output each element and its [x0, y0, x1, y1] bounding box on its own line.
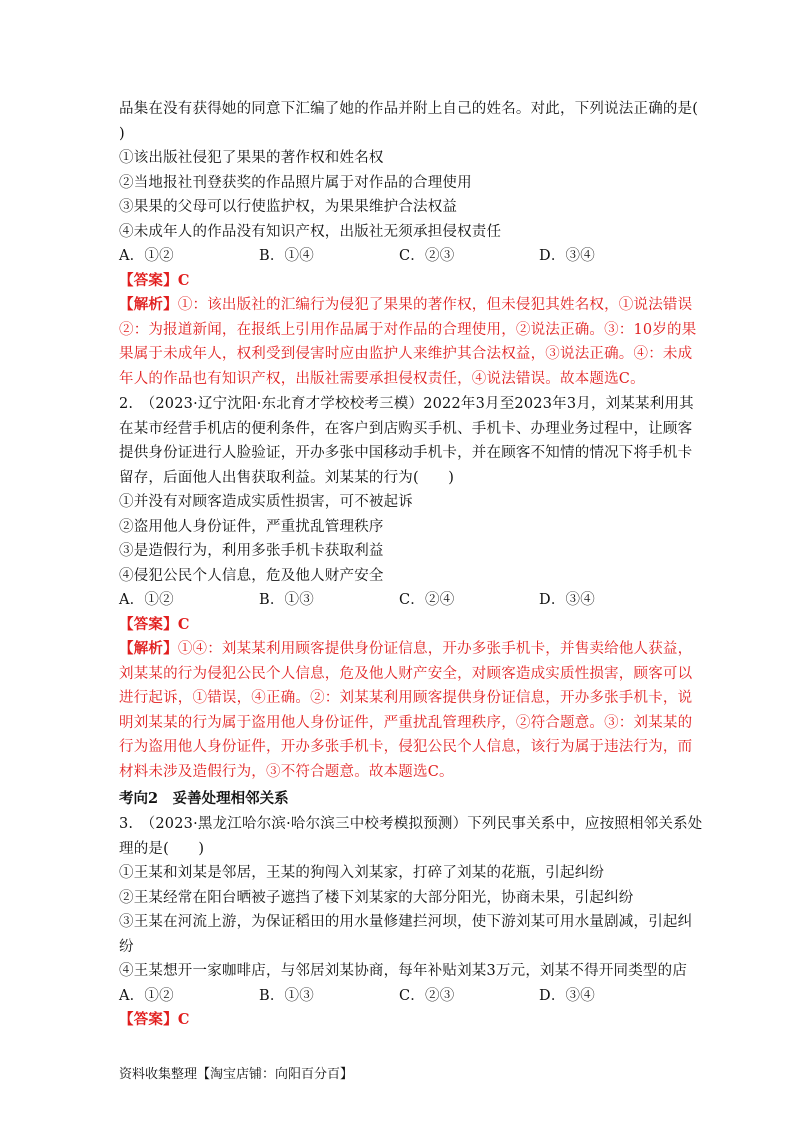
- analysis-line: 行为盗用他人身份证件，开办多张手机卡，侵犯公民个人信息，该行为属于违法行为，而: [119, 739, 693, 755]
- answer-value: C: [177, 271, 190, 289]
- statement-line: ①王某和刘某是邻居，王某的狗闯入刘某家，打碎了刘某的花瓶，引起纠纷: [119, 865, 605, 881]
- statement-line: ①该出版社侵犯了果果的著作权和姓名权: [119, 150, 384, 166]
- analysis-line: 材料未涉及造假行为，③不符合题意。故本题选C。: [119, 763, 454, 780]
- statement-line: ③果果的父母可以行使监护权，为果果维护合法权益: [119, 199, 458, 215]
- option-a: A．①②: [119, 987, 174, 1004]
- option-c: C．②③: [399, 248, 455, 264]
- statement-line: ①并没有对顾客造成实质性损害，可不被起诉: [119, 494, 413, 510]
- analysis-line: 进行起诉，①错误，④正确。②：刘某某利用顾客提供身份证信息，开办多张手机卡，说: [119, 690, 693, 706]
- statement-line: ②当地报社刊登获奖的作品照片属于对作品的合理使用: [119, 174, 472, 191]
- option-b: B．①③: [259, 592, 314, 608]
- option-c: C．②④: [399, 592, 455, 608]
- question-stem-line: ): [119, 125, 125, 142]
- answer-value: C: [177, 615, 190, 633]
- statement-line: 纷: [119, 938, 134, 955]
- statement-line: ③王某在河流上游，为保证稻田的用水量修建拦河坝，使下游刘某可用水量剧减，引起纠: [119, 914, 693, 930]
- option-a: A．①②: [119, 248, 174, 264]
- option-c: C．②③: [399, 987, 455, 1004]
- option-d: D．③④: [539, 248, 595, 264]
- statement-line: ④王某想开一家咖啡店，与邻居刘某协商，每年补贴刘某3万元，刘某不得开同类型的店: [119, 963, 688, 979]
- analysis-line: ②：为报道新闻，在报纸上引用作品属于对作品的合理使用，②说法正确。③：10岁的果: [119, 321, 697, 338]
- question-stem-line: 在某市经营手机店的便利条件，在客户到店购买手机、手机卡、办理业务过程中，让顾客: [119, 420, 693, 437]
- question-3: [119, 812, 703, 1033]
- options-row: [119, 588, 679, 613]
- question-stem-line: 提供身份证进行人脸验证，开办多张中国移动手机卡，并在顾客不知情的情况下将手机卡: [119, 445, 693, 461]
- analysis-text: ①：该出版社的汇编行为侵犯了果果的著作权，但未侵犯其姓名权，①说法错误: [177, 297, 693, 313]
- options-row: [119, 244, 679, 269]
- answer-label: 【答案】: [119, 615, 178, 633]
- option-b: B．①④: [259, 248, 314, 264]
- answer-label: 【答案】: [119, 1011, 178, 1028]
- answer-line: [119, 613, 679, 638]
- statement-line: ②盗用他人身份证件，严重扰乱管理秩序: [119, 518, 384, 535]
- option-a: A．①②: [119, 592, 174, 608]
- statement-line: ③是造假行为，利用多张手机卡获取利益: [119, 543, 384, 559]
- answer-label: 【答案】: [119, 271, 178, 289]
- question-stem-line: 品集在没有获得她的同意下汇编了她的作品并附上自己的姓名。对此，下列说法正确的是(: [119, 101, 699, 117]
- page-footer: 资料收集整理【淘宝店铺：向阳百分百】: [119, 1067, 354, 1082]
- analysis-label: 【解析】: [119, 296, 178, 313]
- statement-line: ④未成年人的作品没有知识产权，出版社无须承担侵权责任: [119, 223, 502, 240]
- question-stem-line: 理的是( ): [119, 840, 205, 857]
- statement-line: ②王某经常在阳台晒被子遮挡了楼下刘某家的大部分阳光，协商未果，引起纠纷: [119, 889, 634, 906]
- question-stem-line: 3. （2023·黑龙江哈尔滨·哈尔滨三中校考模拟预测）下列民事关系中，应按照相邻关系处: [119, 816, 703, 832]
- question-2: [119, 392, 694, 784]
- option-b: B．①③: [259, 987, 314, 1004]
- analysis-line: 果属于未成年人，权利受到侵害时应由监护人来维护其合法权益，③说法正确。④：未成: [119, 346, 693, 362]
- option-d: D．③④: [539, 592, 595, 608]
- question-stem-line: 留存，后面他人出售获取利益。刘某某的行为( ): [119, 469, 455, 486]
- analysis-line: 明刘某某的行为属于盗用他人身份证件，严重扰乱管理秩序，②符合题意。③：刘某某的: [119, 714, 693, 731]
- options-row: [119, 984, 679, 1009]
- analysis-line: 刘某某的行为侵犯公民个人信息，危及他人财产安全，对顾客造成实质性损害，顾客可以: [119, 665, 693, 682]
- analysis-line: [119, 293, 693, 318]
- analysis-line: [119, 637, 693, 662]
- option-d: D．③④: [539, 987, 595, 1004]
- analysis-label: 【解析】: [119, 640, 178, 657]
- analysis-line: 年人的作品也有知识产权，出版社需要承担侵权责任，④说法错误。故本题选C。: [119, 370, 645, 387]
- answer-line: [119, 1008, 679, 1033]
- section-heading: 考向2 妥善处理相邻关系: [119, 790, 289, 807]
- analysis-text: ①④：刘某某利用顾客提供身份证信息，开办多张手机卡，并售卖给他人获益，: [177, 641, 693, 657]
- statement-line: ④侵犯公民个人信息，危及他人财产安全: [119, 567, 384, 584]
- answer-line: [119, 269, 679, 294]
- question-stem-line: 2. （2023·辽宁沈阳·东北育才学校校考三模）2022年3月至2023年3月，刘某某利用其: [119, 396, 694, 412]
- question-1: [119, 97, 699, 391]
- answer-value: C: [177, 1011, 190, 1028]
